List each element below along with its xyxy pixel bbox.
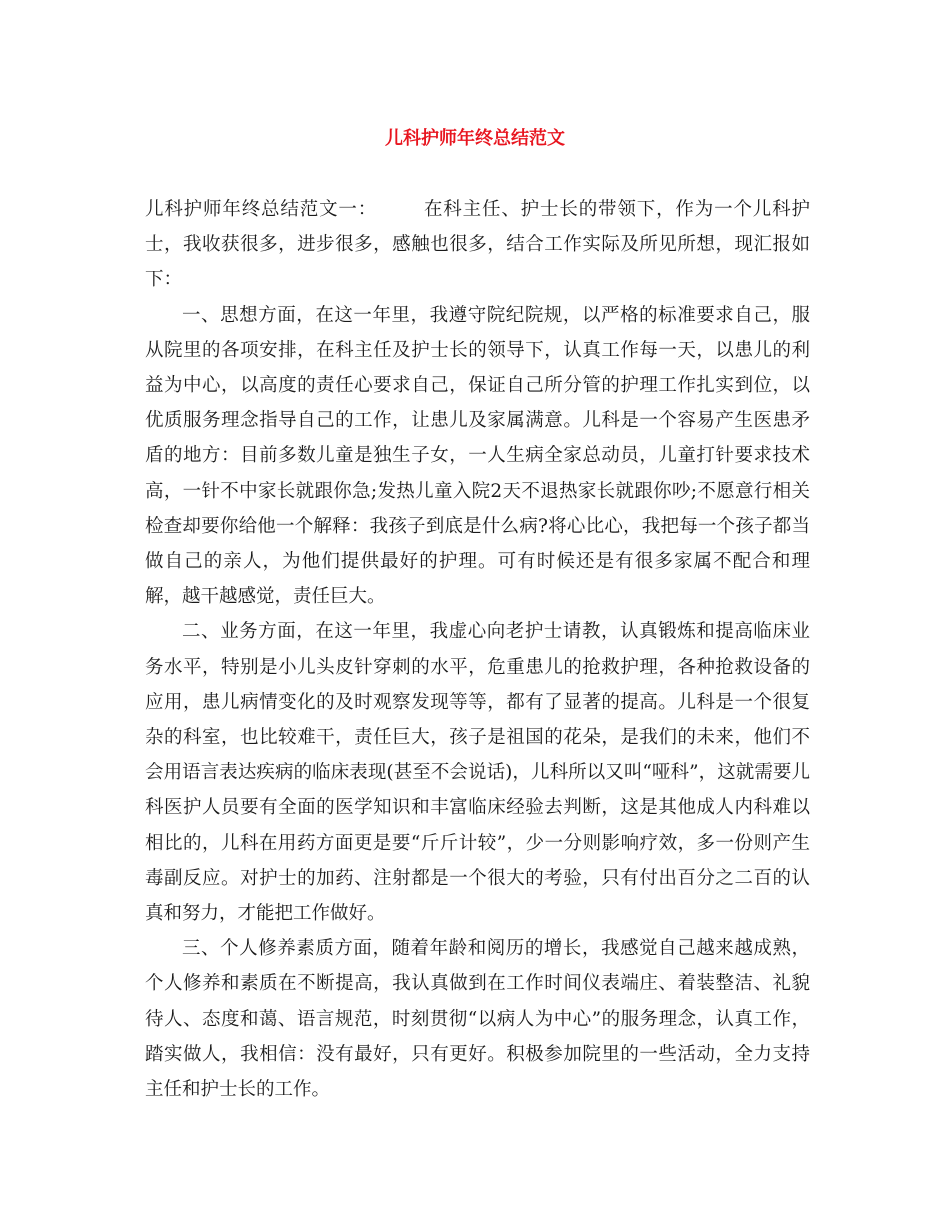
- intro-label: 儿科护师年终总结范文一：: [145, 199, 378, 220]
- paragraph-business: 二、业务方面，在这一年里，我虚心向老护士请教，认真锻炼和提高临床业务水平，特别是小儿头皮针穿刺的水平，危重患儿的抢救护理，各种抢救设备的应用，患儿病情变化的及时观察发现等等，都有了显著的提高。儿科是一个很复杂的科室，也比较难干，责任巨大，孩子是祖国的花朵，是我们的未来，他们不会用语言表达疾病的临床表现(甚至不会说话)，儿科所以又叫“哑科”，这就需要儿科医护人员要有全面的医学知识和丰富临床经验去判断，这是其他成人内科难以相比的，儿科在用药方面更是要“斤斤计较”，少一分则影响疗效，多一份则产生毒副反应。对护士的加药、注射都是一个很大的考验，只有付出百分之二百的认真和努力，才能把工作做好。: [145, 621, 810, 925]
- paragraph-personal: 三、个人修养素质方面，随着年龄和阅历的增长，我感觉自己越来越成熟，个人修养和素质在不断提高，我认真做到在工作时间仪表端庄、着装整洁、礼貌待人、态度和蔼、语言规范，时刻贯彻“以病人为中心”的服务理念，认真工作，踏实做人，我相信：没有最好，只有更好。积极参加院里的一些活动，全力支持主任和护士长的工作。: [145, 938, 810, 1101]
- document-body: [145, 192, 810, 1107]
- intro-text: 在科主任、护士长的带领下，作为一个儿科护士，我收获很多，进步很多，感触也很多，结合工作实际及所见所想，现汇报如下：: [145, 199, 810, 291]
- intro-paragraph: [145, 192, 810, 298]
- document-title: 儿科护师年终总结范文: [385, 128, 565, 149]
- paragraph-thought: 一、思想方面，在这一年里，我遵守院纪院规，以严格的标准要求自己，服从院里的各项安排，在科主任及护士长的领导下，认真工作每一天，以患儿的利益为中心，以高度的责任心要求自己，保证自己所分管的护理工作扎实到位，以优质服务理念指导自己的工作，让患儿及家属满意。儿科是一个容易产生医患矛盾的地方：目前多数儿童是独生子女，一人生病全家总动员，儿童打针要求技术高，一针不中家长就跟你急;发热儿童入院2天不退热家长就跟你吵;不愿意行相关检查却要你给他一个解释：我孩子到底是什么病?将心比心，我把每一个孩子都当做自己的亲人，为他们提供最好的护理。可有时候还是有很多家属不配合和理解，越干越感觉，责任巨大。: [145, 304, 810, 608]
